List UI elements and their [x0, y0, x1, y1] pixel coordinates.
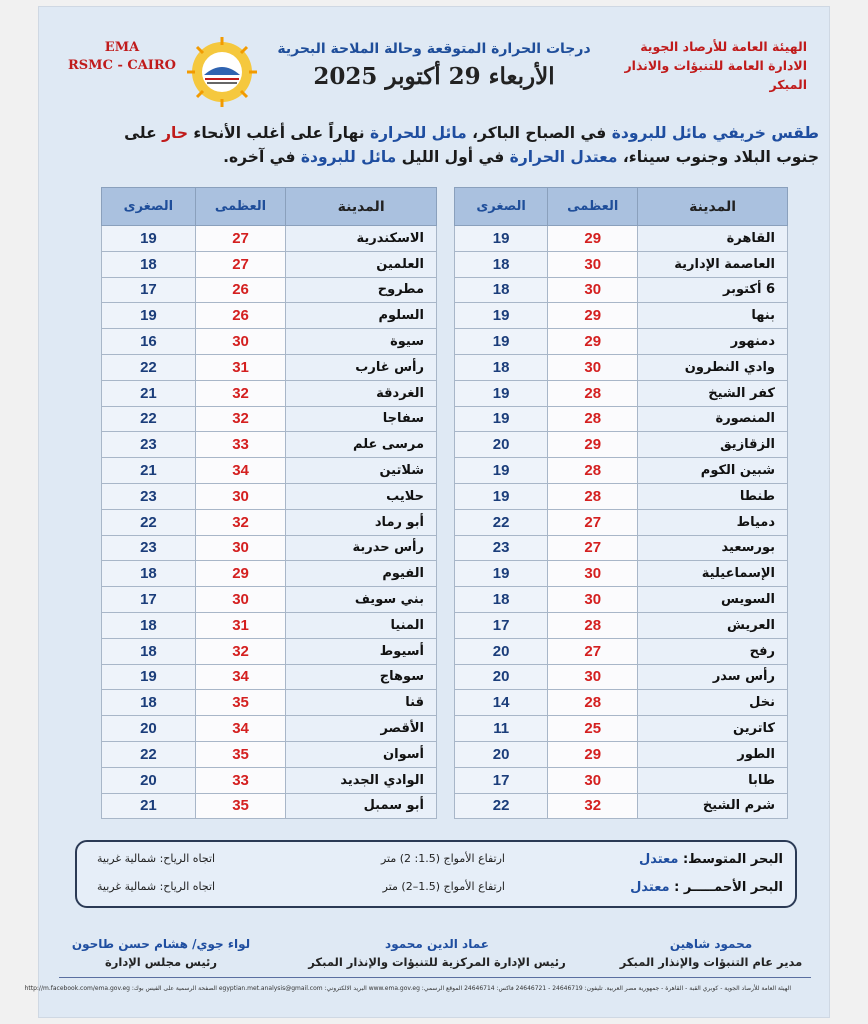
- min-temp: 19: [455, 406, 548, 432]
- max-temp: 29: [548, 741, 638, 767]
- signature-chairman: لواء جوي/ هشام حسن طاحون رئيس مجلس الإدارة: [71, 937, 251, 969]
- city-row: [102, 793, 437, 819]
- min-temp: 18: [102, 251, 196, 277]
- city-row: [102, 767, 437, 793]
- col-header-min: الصغرى: [455, 188, 548, 226]
- max-temp: 28: [548, 483, 638, 509]
- header-title-block: [269, 41, 599, 90]
- city-row: [102, 329, 437, 355]
- city-name: شلاتين: [286, 458, 437, 484]
- max-temp: 30: [548, 354, 638, 380]
- min-temp: 19: [455, 226, 548, 252]
- city-name: دمياط: [638, 509, 788, 535]
- max-temp: 30: [548, 561, 638, 587]
- city-name: أبو سمبل: [286, 793, 437, 819]
- city-row: [102, 561, 437, 587]
- city-name: كاترين: [638, 716, 788, 742]
- max-temp: 27: [195, 226, 285, 252]
- max-temp: 27: [548, 535, 638, 561]
- city-row: [102, 458, 437, 484]
- city-row: [102, 380, 437, 406]
- min-temp: 22: [455, 793, 548, 819]
- city-name: الزقازيق: [638, 432, 788, 458]
- city-name: مطروح: [286, 277, 437, 303]
- city-row: [455, 380, 788, 406]
- min-temp: 19: [455, 561, 548, 587]
- min-temp: 20: [102, 767, 196, 793]
- city-row: [455, 561, 788, 587]
- col-header-city: المدينة: [638, 188, 788, 226]
- min-temp: 16: [102, 329, 196, 355]
- min-temp: 19: [102, 303, 196, 329]
- min-temp: 22: [455, 509, 548, 535]
- min-temp: 18: [455, 587, 548, 613]
- forecast-sheet: [24, 6, 830, 1018]
- max-temp: 29: [548, 329, 638, 355]
- city-name: الغردقة: [286, 380, 437, 406]
- signature-forecast-director: محمود شاهين مدير عام التنبؤات والإنذار المبكر: [619, 937, 803, 969]
- max-temp: 29: [548, 432, 638, 458]
- page-title: درجات الحرارة المتوقعة وحالة الملاحة البحرية: [277, 41, 591, 57]
- city-row: [455, 612, 788, 638]
- city-name: نخل: [638, 690, 788, 716]
- city-row: [455, 587, 788, 613]
- max-temp: 33: [195, 432, 285, 458]
- city-name: رأس غارب: [286, 354, 437, 380]
- org-rsmc: RSMC - CAIRO: [67, 58, 177, 73]
- max-temp: 32: [548, 793, 638, 819]
- city-row: [102, 690, 437, 716]
- min-temp: 18: [455, 251, 548, 277]
- city-row: [455, 793, 788, 819]
- max-temp: 35: [195, 690, 285, 716]
- min-temp: 19: [102, 226, 196, 252]
- max-temp: 35: [195, 741, 285, 767]
- city-name: أسوان: [286, 741, 437, 767]
- city-row: [102, 638, 437, 664]
- max-temp: 30: [195, 329, 285, 355]
- max-temp: 26: [195, 277, 285, 303]
- max-temp: 27: [548, 638, 638, 664]
- min-temp: 21: [102, 793, 196, 819]
- max-temp: 28: [548, 612, 638, 638]
- city-name: طنطا: [638, 483, 788, 509]
- city-row: [455, 767, 788, 793]
- city-name: قنا: [286, 690, 437, 716]
- min-temp: 21: [102, 380, 196, 406]
- min-temp: 18: [455, 354, 548, 380]
- min-temp: 23: [102, 432, 196, 458]
- city-row: [102, 226, 437, 252]
- min-temp: 17: [102, 277, 196, 303]
- sea-name-med: البحر المتوسط: معتدل: [638, 852, 783, 867]
- min-temp: 17: [455, 612, 548, 638]
- city-row: [102, 303, 437, 329]
- org-english-header: [67, 39, 177, 75]
- city-name: المنصورة: [638, 406, 788, 432]
- city-name: سوهاج: [286, 664, 437, 690]
- city-row: [102, 716, 437, 742]
- city-row: [102, 509, 437, 535]
- max-temp: 32: [195, 406, 285, 432]
- min-temp: 19: [102, 664, 196, 690]
- max-temp: 32: [195, 380, 285, 406]
- max-temp: 27: [548, 509, 638, 535]
- temperature-table-right: [454, 187, 788, 819]
- min-temp: 19: [455, 329, 548, 355]
- signature-central-director: عماد الدين محمود رئيس الإدارة المركزية للتنبؤات والإنذار المبكر: [308, 937, 566, 969]
- org-name-ar: الهيئة العامة للأرصاد الجوية: [640, 39, 807, 54]
- max-temp: 30: [195, 587, 285, 613]
- wave-height-med: ارتفاع الأمواج (1.5: 2) متر: [380, 852, 505, 865]
- city-row: [455, 509, 788, 535]
- col-header-max: العظمى: [548, 188, 638, 226]
- max-temp: 29: [195, 561, 285, 587]
- city-row: [455, 354, 788, 380]
- max-temp: 30: [195, 535, 285, 561]
- min-temp: 19: [455, 303, 548, 329]
- org-arabic-header: [587, 37, 807, 94]
- max-temp: 29: [548, 226, 638, 252]
- city-row: [102, 741, 437, 767]
- org-dept-ar: الادارة العامة للتنبؤات والانذار المبكر: [624, 58, 807, 92]
- city-row: [102, 251, 437, 277]
- max-temp: 33: [195, 767, 285, 793]
- max-temp: 30: [548, 767, 638, 793]
- max-temp: 25: [548, 716, 638, 742]
- max-temp: 35: [195, 793, 285, 819]
- city-name: بورسعيد: [638, 535, 788, 561]
- city-row: [102, 277, 437, 303]
- min-temp: 23: [102, 535, 196, 561]
- city-row: [102, 587, 437, 613]
- wave-height-red: ارتفاع الأمواج (1.5–2) متر: [382, 880, 505, 893]
- min-temp: 20: [455, 741, 548, 767]
- city-row: [102, 406, 437, 432]
- min-temp: 22: [102, 509, 196, 535]
- sea-row-red-sea: [77, 880, 795, 904]
- min-temp: 22: [102, 741, 196, 767]
- city-name: سيوة: [286, 329, 437, 355]
- min-temp: 19: [455, 380, 548, 406]
- max-temp: 28: [548, 458, 638, 484]
- max-temp: 32: [195, 638, 285, 664]
- max-temp: 28: [548, 406, 638, 432]
- min-temp: 22: [102, 354, 196, 380]
- org-abbrev: EMA: [104, 40, 140, 55]
- min-temp: 22: [102, 406, 196, 432]
- min-temp: 11: [455, 716, 548, 742]
- city-row: [455, 690, 788, 716]
- col-header-city: المدينة: [286, 188, 437, 226]
- max-temp: 32: [195, 509, 285, 535]
- max-temp: 31: [195, 612, 285, 638]
- city-name: العريش: [638, 612, 788, 638]
- max-temp: 29: [548, 303, 638, 329]
- city-row: [102, 612, 437, 638]
- min-temp: 17: [455, 767, 548, 793]
- min-temp: 20: [102, 716, 196, 742]
- city-name: القاهرة: [638, 226, 788, 252]
- min-temp: 20: [455, 664, 548, 690]
- city-row: [102, 483, 437, 509]
- min-temp: 19: [455, 483, 548, 509]
- min-temp: 18: [102, 561, 196, 587]
- city-name: رأس سدر: [638, 664, 788, 690]
- min-temp: 18: [102, 638, 196, 664]
- city-name: رفح: [638, 638, 788, 664]
- min-temp: 21: [102, 458, 196, 484]
- city-row: [455, 277, 788, 303]
- city-row: [102, 535, 437, 561]
- city-row: [455, 303, 788, 329]
- city-name: شرم الشيخ: [638, 793, 788, 819]
- min-temp: 18: [455, 277, 548, 303]
- city-row: [455, 406, 788, 432]
- temperature-table-left: [101, 187, 437, 819]
- max-temp: 34: [195, 716, 285, 742]
- city-row: [455, 716, 788, 742]
- city-name: مرسى علم: [286, 432, 437, 458]
- min-temp: 23: [455, 535, 548, 561]
- sea-row-mediterranean: [77, 852, 795, 876]
- city-name: أسيوط: [286, 638, 437, 664]
- forecast-date: الأربعاء 29 أكتوبر 2025: [313, 63, 555, 90]
- city-name: الطور: [638, 741, 788, 767]
- max-temp: 34: [195, 458, 285, 484]
- wind-direction-med: اتجاه الرياح: شمالية غربية: [97, 852, 216, 865]
- city-name: الإسماعيلية: [638, 561, 788, 587]
- city-row: [455, 432, 788, 458]
- city-name: حلايب: [286, 483, 437, 509]
- city-name: السويس: [638, 587, 788, 613]
- max-temp: 30: [548, 587, 638, 613]
- max-temp: 28: [548, 380, 638, 406]
- min-temp: 19: [455, 458, 548, 484]
- sea-status-box: [75, 840, 797, 908]
- city-name: بنها: [638, 303, 788, 329]
- footer-divider: [59, 977, 811, 978]
- city-name: طابا: [638, 767, 788, 793]
- sea-name-red: البحر الأحمـــــر : معتدل: [630, 880, 783, 895]
- city-name: بني سويف: [286, 587, 437, 613]
- max-temp: 30: [548, 664, 638, 690]
- city-row: [102, 432, 437, 458]
- city-name: الوادي الجديد: [286, 767, 437, 793]
- city-name: وادي النطرون: [638, 354, 788, 380]
- min-temp: 23: [102, 483, 196, 509]
- city-row: [455, 638, 788, 664]
- city-name: دمنهور: [638, 329, 788, 355]
- city-name: شبين الكوم: [638, 458, 788, 484]
- city-row: [455, 226, 788, 252]
- city-row: [455, 483, 788, 509]
- city-row: [455, 458, 788, 484]
- city-row: [455, 664, 788, 690]
- max-temp: 30: [548, 277, 638, 303]
- city-name: الأقصر: [286, 716, 437, 742]
- city-name: المنيا: [286, 612, 437, 638]
- max-temp: 28: [548, 690, 638, 716]
- max-temp: 34: [195, 664, 285, 690]
- city-name: السلوم: [286, 303, 437, 329]
- max-temp: 27: [195, 251, 285, 277]
- city-name: رأس حدربة: [286, 535, 437, 561]
- city-name: الفيوم: [286, 561, 437, 587]
- city-name: العاصمة الإدارية: [638, 251, 788, 277]
- city-row: [455, 329, 788, 355]
- city-row: [102, 354, 437, 380]
- city-row: [102, 664, 437, 690]
- col-header-max: العظمى: [195, 188, 285, 226]
- city-row: [455, 251, 788, 277]
- max-temp: 26: [195, 303, 285, 329]
- wind-direction-red: اتجاه الرياح: شمالية غربية: [97, 880, 216, 893]
- weather-summary: طقس خريفي مائل للبرودة في الصباح الباكر، مائل للحرارة نهاراً على أغلب الأنحاء حار على جنوب البلاد وجنوب سيناء، معتدل الحرارة في أول الليل مائل للبرودة في آخره.: [124, 124, 819, 166]
- min-temp: 20: [455, 638, 548, 664]
- min-temp: 18: [102, 690, 196, 716]
- city-name: العلمين: [286, 251, 437, 277]
- city-name: 6 أكتوبر: [638, 277, 788, 303]
- footer-contact: الهيئة العامة للأرصاد الجوية - كوبري القبة - القاهرة - جمهورية مصر العربية. تليفون: 24646719 - 24646721 فاكس: 24646714 الموقع الرسمي: www.ema.gov.eg البريد الالكتروني: egyptian.met.analysis@gmail.com الصفحة الرسمية على الفيس بوك: http://m.facebook.com/ema.gov.eg: [24, 985, 791, 992]
- min-temp: 17: [102, 587, 196, 613]
- city-row: [455, 741, 788, 767]
- city-name: أبو رماد: [286, 509, 437, 535]
- min-temp: 14: [455, 690, 548, 716]
- ema-logo-icon: [187, 37, 257, 107]
- max-temp: 30: [195, 483, 285, 509]
- city-row: [455, 535, 788, 561]
- city-name: كفر الشيخ: [638, 380, 788, 406]
- max-temp: 31: [195, 354, 285, 380]
- min-temp: 20: [455, 432, 548, 458]
- city-name: الاسكندرية: [286, 226, 437, 252]
- max-temp: 30: [548, 251, 638, 277]
- col-header-min: الصغرى: [102, 188, 196, 226]
- city-name: سفاجا: [286, 406, 437, 432]
- min-temp: 18: [102, 612, 196, 638]
